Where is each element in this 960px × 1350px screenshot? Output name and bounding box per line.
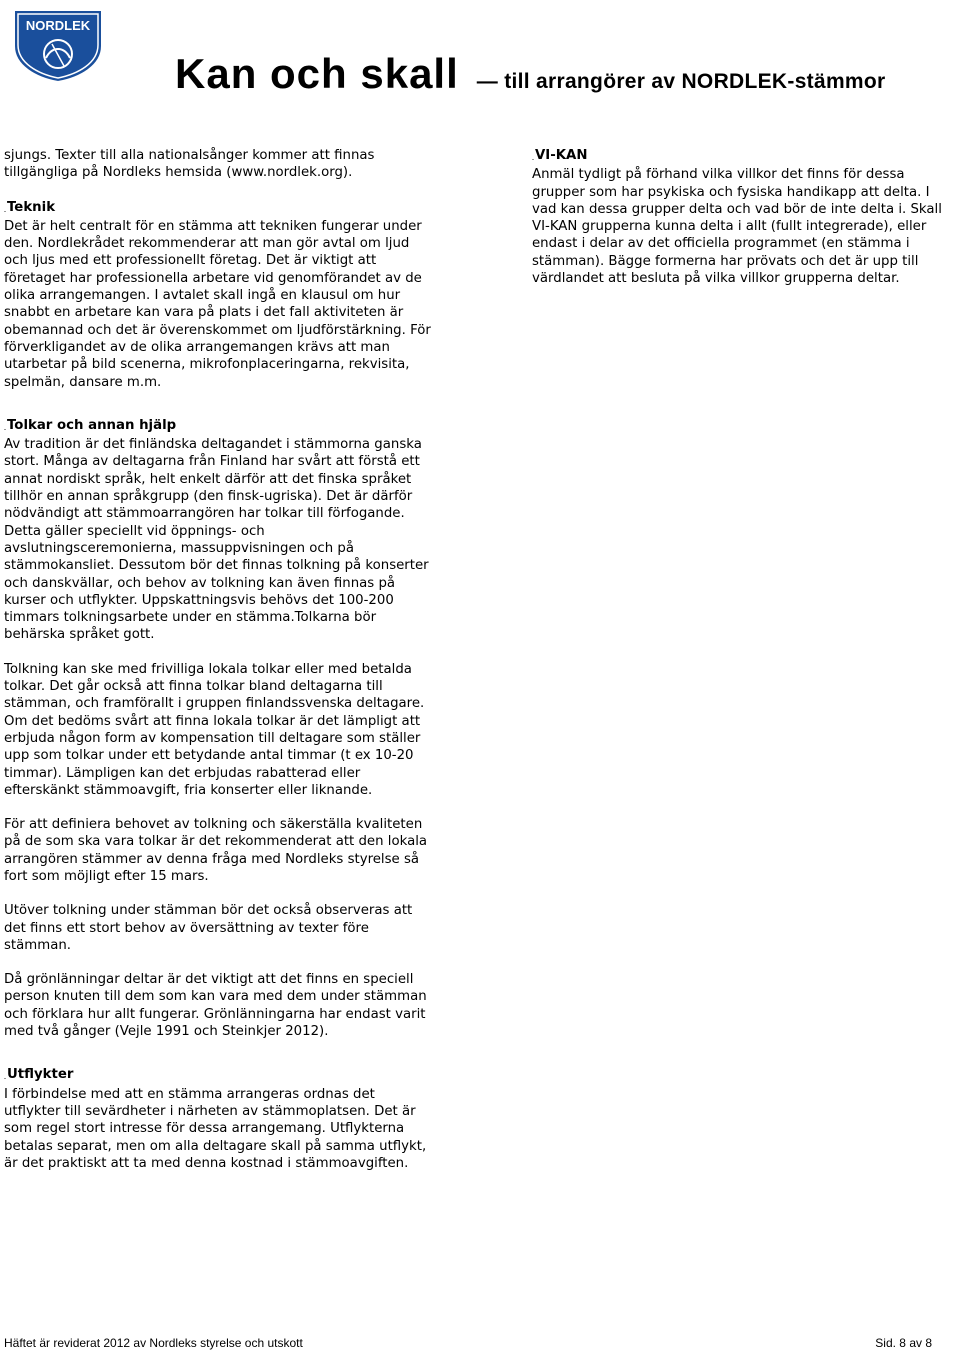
teknik-paragraph: Det är helt centralt för en stämma att tekniken fungerar under den. Nordlekrådet rekommenderar att man gör avtal om ljud och ljus med ett professionellt företag. Det är viktigt att företaget har professionella arbetare vid genomförandet av de olika arrangemangen. I avtalet skall ingå en klausul om hur snabbt en arbetare kan vara på plats i det fall aktiviteten är obemannad och det är överenskommet om ljudförstärkning. För förverkligandet av de olika arrangemangen krävs att man utarbetar på bild scenerna, mikrofonplaceringarna, rekvisita, spelmän, dansare m.m. [4, 218, 431, 390]
right-column [532, 147, 956, 287]
vikan-paragraph: Anmäl tydligt på förhand vilka villkor det finns för dessa grupper som har psykiska och fysiska handikapp att delta. I vad kan dessa grupper delta och vad bör de inte delta i. Skall VI-KAN grupperna kunna delta i allt (fullt integrerade), eller endast i delar av det officiella programmet (en stämma i stämman). Bägge formerna har prövats och det är upp till värdlandet att besluta på vilka villkor grupperna deltar. [532, 167, 942, 287]
section-heading-vikan: _VI-KAN [532, 148, 588, 163]
section-heading-utflykter: _Utflykter [4, 1067, 74, 1083]
vikan-heading-text: VI-KAN [535, 148, 588, 163]
tolkar-paragraph-5: Då grönlänningar deltar är det viktigt att det finns en speciell person knuten till dem som kan vara med dem under stämman och förklara hur allt fungerar. Grönlänningarna har endast varit med två gånger (Vejle 1991 och Steinkjer 2012). [4, 972, 427, 1040]
section-heading-teknik: _Teknik [4, 199, 56, 215]
tolkar-paragraph-4: Utöver tolkning under stämman bör det också observeras att det finns ett stort behov av översättning av texter före stämman. [4, 903, 413, 953]
tolkar-paragraph-2: Tolkning kan ske med frivilliga lokala tolkar eller med betalda tolkar. Det går också att finna tolkar bland deltagarna till stämman, och framförallt i gruppen finlandssvenska deltagare. Om det bedöms svårt att finna lokala tolkar är det lämpligt att erbjuda någon form av kompensation till deltagare som ställer upp som tolkar under ett betydande antal timmar (t ex 10-20 timmar). Lämpligen kan det erbjudas rabatterad eller efterskänkt stämmoavgift, fria konserter eller liknande. [4, 661, 425, 798]
footer-revision-note: Häftet är reviderat 2012 av Nordleks styrelse och utskott [4, 1336, 303, 1350]
nordlek-logo [8, 4, 108, 84]
utflykter-paragraph: I förbindelse med att en stämma arrangeras ordnas det utflykter till sevärdheter i närheten av stämmoplatsen. Det är som regel stort intresse för dessa arrangemang. Utflykterna betalas separat, men om alla deltagare skall på samma utflykt, är det praktiskt att ta med denna kostnad i stämmoavgiften. [4, 1086, 427, 1171]
tolkar-heading-text: Tolkar och annan hjälp [7, 417, 177, 433]
page-number: Sid. 8 av 8 [875, 1336, 932, 1350]
logo-text: NORDLEK [25, 18, 91, 33]
tolkar-paragraph-1: Av tradition är det finländska deltagandet i stämmorna ganska stort. Många av deltagarna från Finland har svårt att förstå ett annat nordiskt språk, helt enkelt därför att det finska språket tillhör en annan språkgrupp (den finsk-ugriska). Det är därför nödvändigt att stämmoarrangören har tolkar till förfogande. Detta gäller speciellt vid öppnings- och avslutningsceremonierna, massuppvisningen och på stämmokansliet. Dessutom bör det finnas tolkning på konserter och danskvällar, och behov av tolkning kan även finnas på kurser och utflykter. Uppskattningsvis behövs det 100-200 timmars tolkningsarbete under en stämma.Tolkarna bör behärska språket gott. [4, 437, 429, 643]
left-column [4, 147, 434, 1172]
section-heading-tolkar: _Tolkar och annan hjälp [4, 417, 177, 433]
tolkar-paragraph-3: För att definiera behovet av tolkning och säkerställa kvaliteten på de som ska vara tolkar är det rekommenderat att den lokala arrangören stämmer av denna fråga med Nordleks styrelse så fort som möjligt efter 15 mars. [4, 817, 428, 884]
intro-paragraph: sjungs. Texter till alla nationalsånger kommer att finnas tillgängliga på Nordleks hemsida (www.nordlek.org). [4, 148, 375, 181]
utflykter-heading-text: Utflykter [7, 1067, 74, 1083]
page-header [175, 50, 960, 98]
page-footer [4, 1336, 932, 1350]
page-subtitle: — till arrangörer av NORDLEK-stämmor [476, 70, 886, 93]
page-title: Kan och skall [175, 50, 459, 97]
nordlek-shield-icon [8, 4, 108, 84]
teknik-heading-text: Teknik [7, 199, 56, 215]
